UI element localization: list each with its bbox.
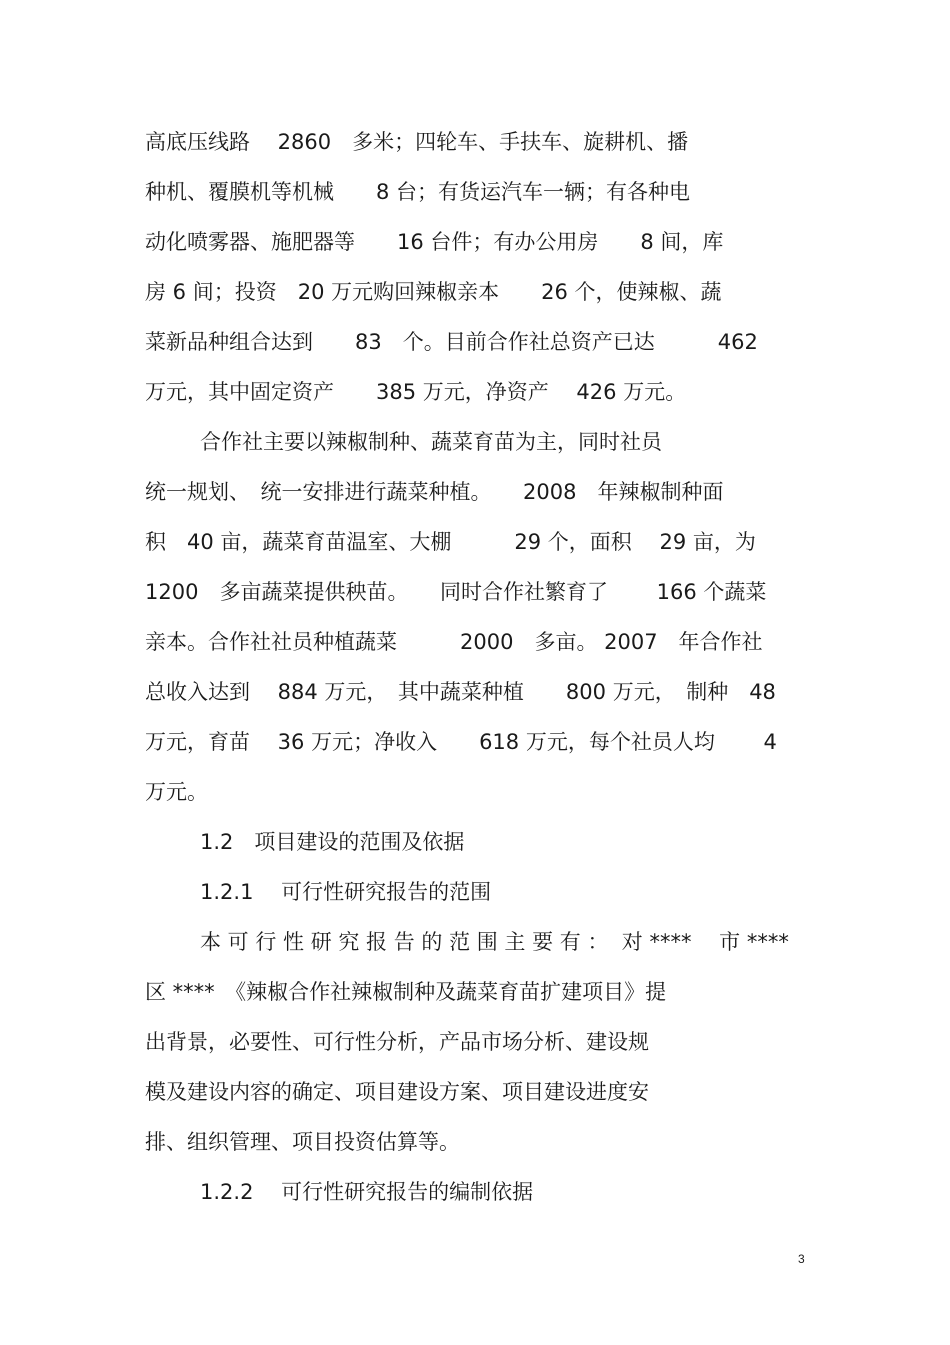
text-line: 模及建设内容的确定、项目建设方案、项目建设进度安 xyxy=(145,1080,649,1104)
text-line: 高底压线路 2860 多米；四轮车、手扶车、旋耕机、播 xyxy=(145,130,689,154)
text-line: 统一规划、 统一安排进行蔬菜种植。 2008 年辣椒制种面 xyxy=(145,480,724,504)
text-line: 种机、覆膜机等机械 8 台；有货运汽车一辆；有各种电 xyxy=(145,180,691,204)
text-line: 万元。 xyxy=(145,780,208,804)
text-line: 合作社主要以辣椒制种、蔬菜育苗为主，同时社员 xyxy=(200,430,662,454)
text-line: 1200 多亩蔬菜提供秧苗。 同时合作社繁育了 166 个蔬菜 xyxy=(145,580,767,604)
text-line: 总收入达到 884 万元， 其中蔬菜种植 800 万元， 制种 48 xyxy=(145,680,776,704)
text-line: 出背景，必要性、可行性分析，产品市场分析、建设规 xyxy=(145,1030,649,1054)
section-heading: 1.2 项目建设的范围及依据 xyxy=(200,830,465,854)
text-line: 区 **** 《辣椒合作社辣椒制种及蔬菜育苗扩建项目》提 xyxy=(145,980,667,1004)
text-line: 菜新品种组合达到 83 个。目前合作社总资产已达 462 xyxy=(145,330,758,354)
text-line: 本 可 行 性 研 究 报 告 的 范 围 主 要 有 ： 对 **** 市 **** xyxy=(200,930,789,954)
text-line: 动化喷雾器、施肥器等 16 台件；有办公用房 8 间，库 xyxy=(145,230,724,254)
subsection-heading: 1.2.2 可行性研究报告的编制依据 xyxy=(200,1180,534,1204)
text-line: 积 40 亩，蔬菜育苗温室、大棚 29 个，面积 29 亩，为 xyxy=(145,530,756,554)
text-line: 万元，育苗 36 万元；净收入 618 万元，每个社员人均 4 xyxy=(145,730,777,754)
page-number: 3 xyxy=(798,1252,805,1266)
text-line: 房 6 间；投资 20 万元购回辣椒亲本 26 个，使辣椒、蔬 xyxy=(145,280,722,304)
text-line: 亲本。合作社社员种植蔬菜 2000 多亩。 2007 年合作社 xyxy=(145,630,763,654)
text-line: 万元，其中固定资产 385 万元，净资产 426 万元。 xyxy=(145,380,687,404)
text-line: 排、组织管理、项目投资估算等。 xyxy=(145,1130,460,1154)
subsection-heading: 1.2.1 可行性研究报告的范围 xyxy=(200,880,492,904)
